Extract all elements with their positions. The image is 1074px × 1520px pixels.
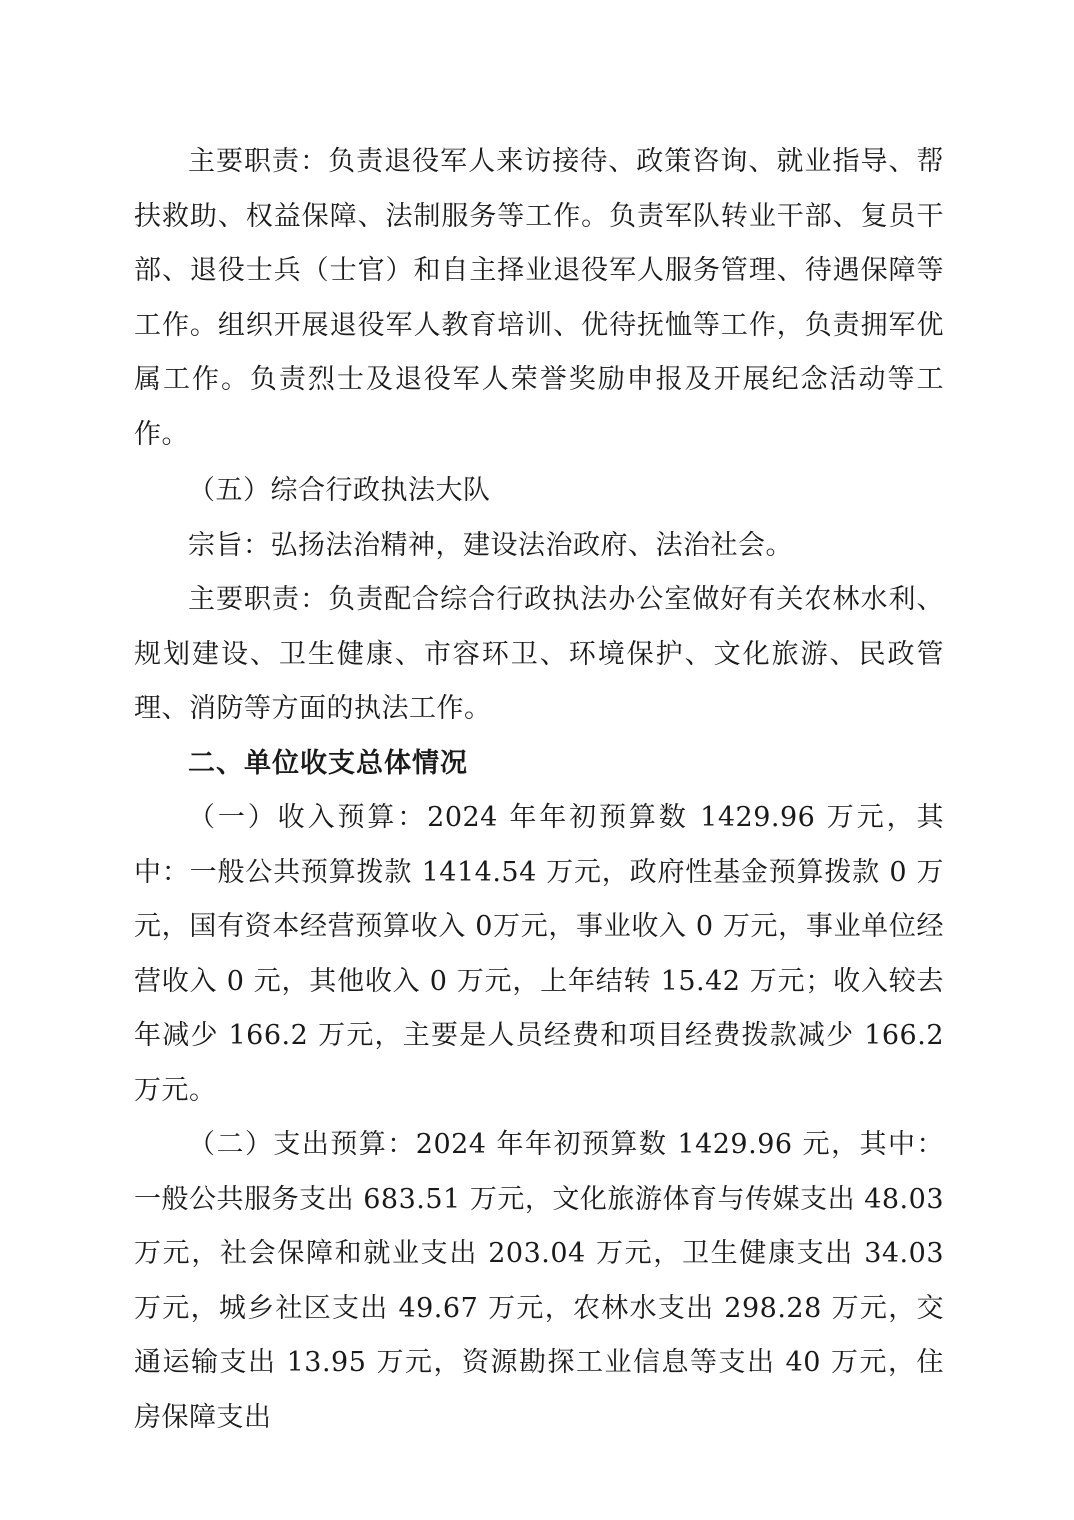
paragraph-veterans-duties: 主要职责：负责退役军人来访接待、政策咨询、就业指导、帮扶救助、权益保障、法制服务等工作。负责军队转业干部、复员干部、退役士兵（士官）和自主择业退役军人服务管理、待遇保障等工作。组织开展退役军人教育培训、优待抚恤等工作，负责拥军优属工作。负责烈士及退役军人荣誉奖励申报及开展纪念活动等工作。 [134, 146, 944, 450]
paragraph-expenditure-budget: （二）支出预算：2024 年年初预算数 1429.96 元，其中：一般公共服务支出 683.51 万元，文化旅游体育与传媒支出 48.03 万元，社会保障和就业支出 203.04 万元，卫生健康支出 34.03 万元，城乡社区支出 49.67 万元，农林水支出 298.28 万元，交通运输支出 13.95 万元，资源勘探工业信息等支出 40 万元，住房保障支出 [134, 1129, 944, 1433]
paragraph-law-enforcement-duties: 主要职责：负责配合综合行政执法办公室做好有关农林水利、规划建设、卫生健康、市容环卫、环境保护、文化旅游、民政管理、消防等方面的执法工作。 [134, 584, 944, 724]
paragraph-purpose: 宗旨：弘扬法治精神，建设法治政府、法治社会。 [188, 529, 793, 561]
section-heading-budget-overview: 二、单位收支总体情况 [188, 747, 468, 779]
paragraph-income-budget: （一）收入预算：2024 年年初预算数 1429.96 万元，其中：一般公共预算拨款 1414.54 万元，政府性基金预算拨款 0 万元，国有资本经营预算收入 0万元，事业收入 0 万元，事业单位经营收入 0 元，其他收入 0 万元，上年结转 15.42 万元；收入较去年减少 166.2 万元，主要是人员经费和项目经费拨款减少 166.2 万元。 [134, 802, 944, 1106]
section-heading-law-enforcement-brigade: （五）综合行政执法大队 [188, 475, 491, 506]
document-page [134, 135, 944, 1445]
